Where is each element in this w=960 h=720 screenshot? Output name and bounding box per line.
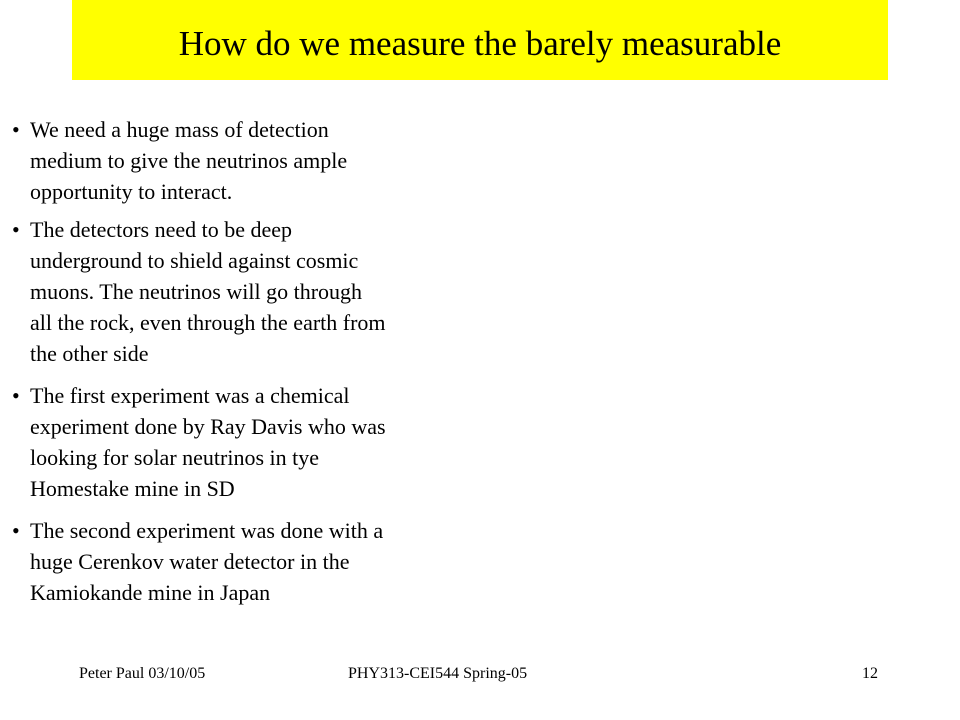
bullet-line: looking for solar neutrinos in tye [30, 445, 320, 470]
bullet-line: experiment done by Ray Davis who was [30, 414, 386, 439]
bullet-line: all the rock, even through the earth from [30, 310, 386, 335]
bullet-line: huge Cerenkov water detector in the [30, 549, 350, 574]
bullet-line: Homestake mine in SD [30, 476, 235, 501]
slide-title: How do we measure the barely measurable [178, 23, 782, 63]
footer-course: PHY313-CEI544 Spring-05 [348, 665, 528, 682]
bullet-line: Kamiokande mine in Japan [30, 580, 271, 605]
bullet-line: The first experiment was a chemical [30, 383, 350, 408]
bullet-marker: • [12, 518, 20, 543]
bullet-line: the other side [30, 341, 149, 366]
bullet-line: muons. The neutrinos will go through [30, 279, 363, 304]
bullet-marker: • [12, 117, 20, 142]
bullet-marker: • [12, 383, 20, 408]
bullet-text [30, 380, 470, 504]
bullet-line: The second experiment was done with a [30, 518, 384, 543]
bullet-line: medium to give the neutrinos ample [30, 148, 348, 173]
bullet-text [30, 114, 470, 207]
title-banner [72, 0, 888, 80]
bullet-text [30, 515, 470, 608]
footer-author-date: Peter Paul 03/10/05 [79, 665, 206, 682]
bullet-line: opportunity to interact. [30, 179, 233, 204]
bullet-text [30, 214, 470, 369]
footer-page-number: 12 [862, 665, 878, 682]
bullet-line: The detectors need to be deep [30, 217, 293, 242]
bullet-line: We need a huge mass of detection [30, 117, 329, 142]
bullet-line: underground to shield against cosmic [30, 248, 359, 273]
bullet-marker: • [12, 217, 20, 242]
